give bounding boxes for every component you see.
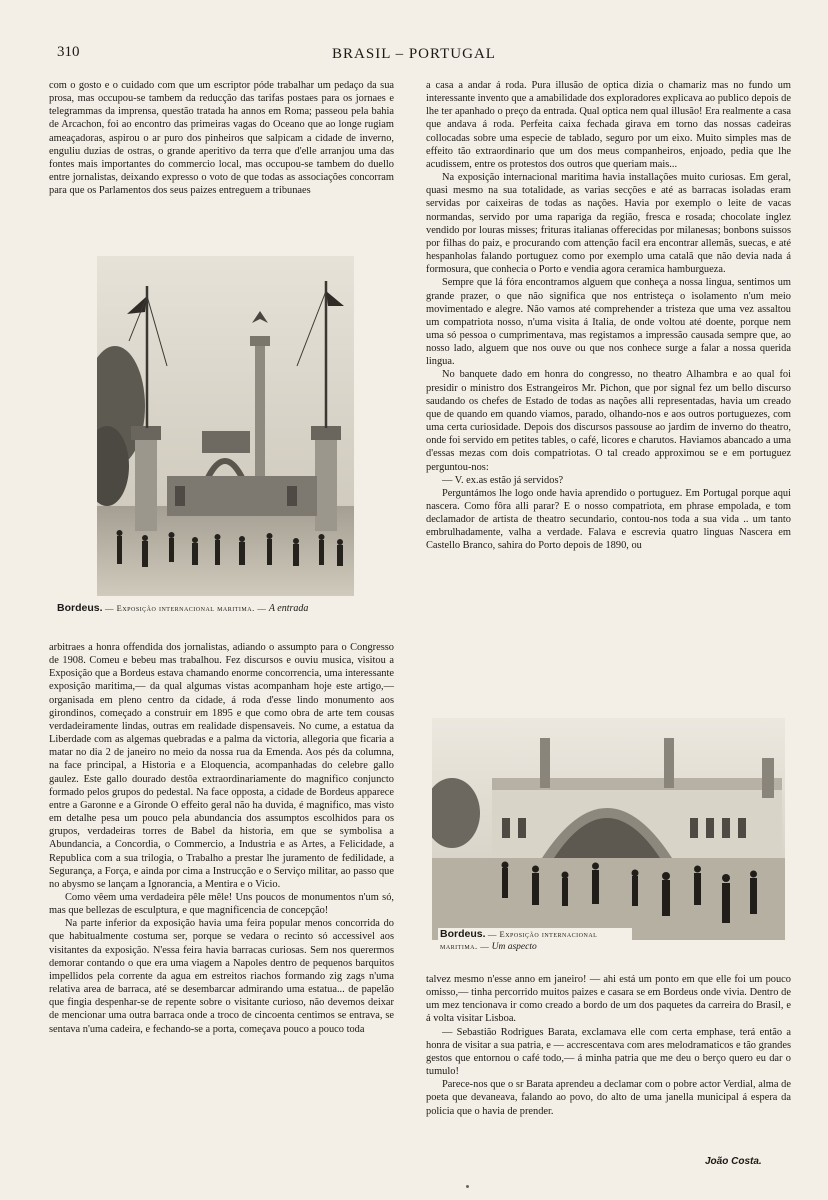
paragraph: — Sebastião Rodrigues Barata, exclamava elle com certa emphase, terá então a honra de visitar a sua patria, e — accrescentava com ares melodramaticos e tão grandes gestos que entornou o café todo,— á minha patria que me deu o berço quero eu dar o tumulo! xyxy=(426,1026,791,1078)
paragraph: Perguntámos lhe logo onde havia aprendido o portuguez. Em Portugal porque aqui nascera. Como fôra alli parar? E o nosso compatriota, em phrase empolada, e tom declamador de artista de theatro secundario, contou-nos toda a sua vida .. um tanto embrulhadamente, valha a verdade. Falava e escrevia quatro linguas Nascera em Castello Branco, sahira do Porto depois de 1890, ou xyxy=(426,487,791,552)
pavilion-illustration xyxy=(432,718,785,940)
caption-subtitle: Um aspecto xyxy=(491,942,537,952)
caption-title: — Exposição internacional maritima. — xyxy=(440,929,598,951)
paragraph: — V. ex.as estão já servidos? xyxy=(442,474,564,486)
page-dot-ornament xyxy=(466,1185,469,1188)
caption-title: — Exposição internacional maritima. — xyxy=(105,603,267,613)
photo-exposition-aspect xyxy=(432,718,785,940)
page-number: 310 xyxy=(57,44,80,60)
paragraph: Parece-nos que o sr Barata aprendeu a declamar com o pobre actor Verdial, alma de poeta que devaneava, falando ao povo, do alto de uma janella municipal á espera da policia que o havia de prender. xyxy=(426,1079,791,1117)
column-left-top xyxy=(49,79,394,197)
figure-2-caption xyxy=(438,928,632,954)
paragraph: Na parte inferior da exposição havia uma feira popular menos concorrida do que habitualmente costuma ser, porque se vedara o recinto só accessivel aos visitantes da exposição. N'essa feira havia barracas curiosas. Sem nos querermos demorar contando o que era uma viagem a Napoles dentro de pequenos barquitos impellidos pela corrente da agua em estreitos riachos formando zig zags n'uma relativa area de barraca, até se desembarcar admirando uma estatua... de papelão que fingia despenhar-se de repente sobre o visitante curioso, não devemos deixar de mencionar uma outra barraca onde a troco de cincoenta centimos se entrava, se sentava n'uma cadeira, e fechando-se a porta, começava pouco a pouco toda xyxy=(49,918,394,1035)
paragraph: talvez mesmo n'esse anno em janeiro! — ahi está um ponto em que elle foi um pouco omisso,— tinha percorrido muitos paizes e casara se em Bordeus onde vivia. Dentro de um mez tencionava ir como creado a bordo de um dos paquetes da carreira do Brasil, e á volta visitar Lisboa. xyxy=(426,974,791,1025)
caption-city: Bordeus. xyxy=(440,928,486,940)
paragraph: Sempre que lá fóra encontramos alguem que conheça a nossa lingua, sentimos um grande prazer, o que não significa que nos entristeça o isolamento n'um meio movimentado e alegre. Não vamos até comprehender a tristeza que uma vez assaltou um compatriota nosso, n'uma visita á Italia, de onde voltou até doente, porque nem uma só pessoa o cumprimentava, mas registamos a impressão causada sempre que, ao nosso lado, alguem que nos ouve ou que nos conhece surge a falar a nossa querida lingua. xyxy=(426,277,791,368)
paragraph: com o gosto e o cuidado com que um escriptor póde trabalhar um pedaço da sua prosa, mas occupou-se tambem da reducção das tarifas postaes para os jornaes e telegrammas da imprensa, questão tratada ha annos em Roma; passeou pela bahia de Arcachon, foi ao encontro das primeiras vagas do Oceano que ao longe rugiam ameaçadoras, aspirou o ar puro dos pinheiros que salpicam a cidade de inverno, enguliu duzias de ostras, o grande aperitivo da terra que d'elle arranjou uma das fontes mais importantes do commercio local, mas occupou-se tambem do duello entre jornalistas, deixando expresso o voto de que todas as associações concorram para que os Parlamentos dos seus paizes entreguem a tribunaes xyxy=(49,80,394,197)
paragraph: Na exposição internacional maritima havia installações muito curiosas. Em geral, quasi mesmo na sua totalidade, as varias secções e até as barracas isoladas eram servidas por caixeiras de todas as nações. Havia por exemplo o leite de vacas normandas, servido por uma rapariga da região, fresca e rosada; chocolate inglez vendido por louras misses; frituras italianas offerecidas por milanesas; bonbons suissos por filhas do paiz, e procurando com attenção facil era encontrar allemãs, suecas, e até hespanholas falando portuguez como por exemplo uma catalã que não devia nada á formosura, que conhecia o Porto e vendia agora ceramica hamburgueza. xyxy=(426,172,791,276)
figure-1-caption xyxy=(57,602,387,614)
paragraph: a casa a andar á roda. Pura illusão de optica dizia o chamariz mas no fundo um interessante invento que a amabilidade dos exploradores explicava ao publico depois de lhe ter apanhado o preço da entrada. Qual optica nem qual illusão! Era realmente a casa que andava á roda. Perfeita caixa fechada girava em torno das nossas cadeiras collocadas sobre uma especie de tablado, seguro por um eixo. Muito simples mas de effeito tão extraordinario que um dos meus companheiros, enjoado, pedia que lhe acudissem, entre os protestos dos outros que queriam mais... xyxy=(426,80,791,170)
paragraph: Como vêem uma verdadeira pêle mêle! Uns poucos de monumentos n'um só, mas que bellezas de esculptura, e que magnificencia de concepção! xyxy=(49,891,394,917)
photo-exposition-entrance xyxy=(97,256,354,596)
running-title: BRASIL – PORTUGAL xyxy=(332,46,496,62)
paragraph: arbitraes a honra offendida dos jornalistas, adiando o assumpto para o Congresso de 1908. Comeu e bebeu mas trabalhou. Fez discursos e ouviu musica, visitou a Exposição que a Bordeus estava chamando enorme concorrencia, uma interessante exposição maritima,— da qual algumas vistas acompanham hoje este artigo,— organisada em pleno centro da cidade, á roda d'esse lindo monumento aos girondinos, começado a construir em 1895 e que como obra de arte tem cousas verdadeiramente lindas, outras em realidade dispensaveis. No cume, a estatua da Liberdade com as algemas quebradas e a palma da victoria, allegoria que ficaria a matar no dia 2 de janeiro no meio da nossa rua da Emenda. Aos pés da columna, na face principal, a Historia e a Eloquencia, acompanhadas do celebre gallo gaulez. Este gallo dourado destôa extraordinariamente do magnifico conjuncto formado pelos grupos do pedestal. Na face opposta, a cidade de Bordeus apparece entre a Garonne e a Gironde O effeito geral não ha duvida, é magnifico, mas visto em detalhe pesa um pouco pela abundancia dos assumptos escolhidos para os grupos, verdadeiras torres de Babel da historia, em que se symbolisa a Abundancia, a Concordia, o Commercio, a Industria e as Artes, a Felicidade, a Republica com a sua trilogia, o Trabalho a prestar lhe juramento de fedilidade, a Segurança, a Força, e ainda por cima a Instrucção e o Serviço militar, ao passo que no abysmo se lançam a Ignorancia, a Mentira e o Vicio. xyxy=(49,642,394,890)
entrance-illustration xyxy=(97,256,354,596)
paragraph: No banquete dado em honra do congresso, no theatro Alhambra e ao qual foi presidir o ministro dos Estrangeiros Mr. Pichon, que por signal fez um bello discurso saudando os chefes de Estado de todas as nações alli representadas, havia um creado que de quando em quando viamos, parado, olhando-nos e aos outros portuguezes, com uma certa curiosidade. Depois dos discursos passouse ao jardim de inverno do theatro, onde foi servido em petites tables, o café, licores e charutos. Haviamos abancado a uma d'essas mezas com dois compatriotas. O tal creado approximou se e em portuguez perguntou-nos: xyxy=(426,369,791,473)
column-left-bottom xyxy=(49,641,394,1036)
column-right-bottom xyxy=(426,973,791,1118)
author-signature: João Costa. xyxy=(705,1156,762,1167)
column-right-top xyxy=(426,79,791,553)
caption-subtitle: A entrada xyxy=(268,603,309,614)
caption-city: Bordeus. xyxy=(57,602,103,614)
